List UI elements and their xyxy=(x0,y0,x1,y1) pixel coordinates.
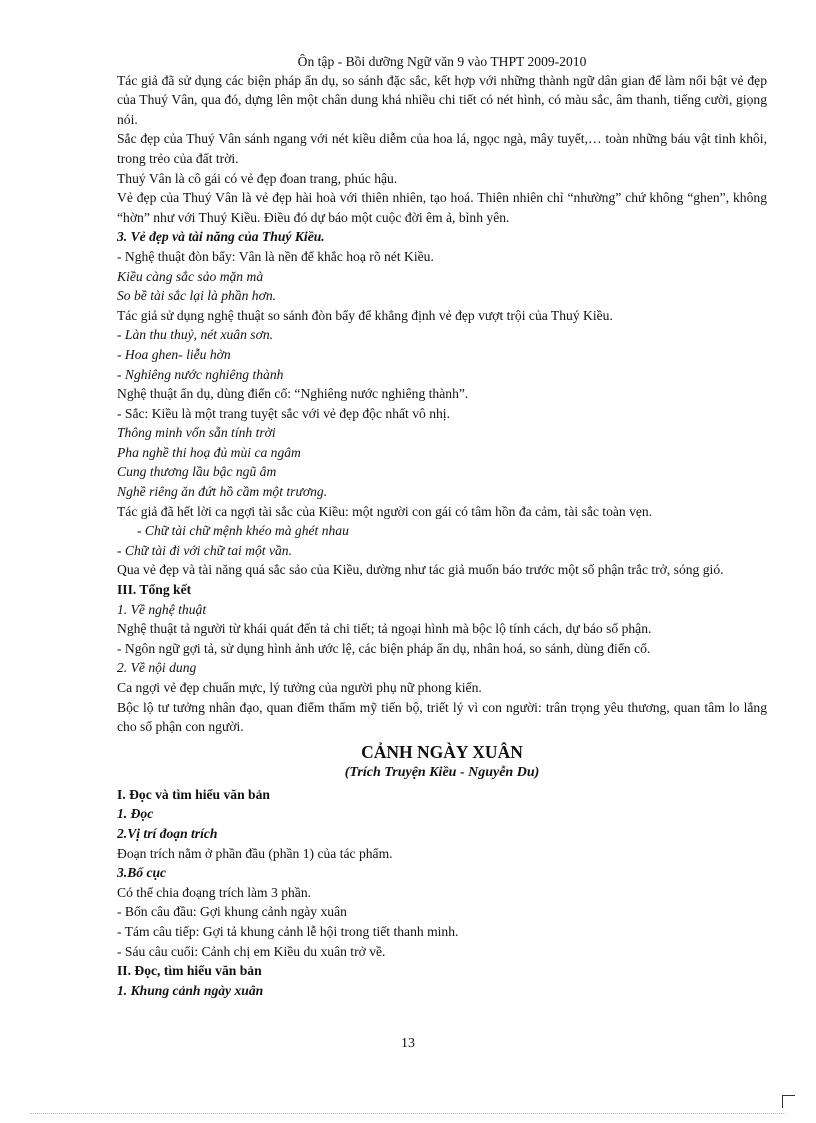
verse-line: Nghề riêng ăn đứt hồ cầm một trương. xyxy=(117,484,328,500)
paragraph: Tác giả đã sử dụng các biện pháp ẩn dụ, so sánh đặc sắc, kết hợp với những thành ngữ dân gian để làm nổi bật vẻ đẹp của Thuý Vân, qua đó, dựng lên một chân dung khá nhiều chi tiết có nét hình, có màu sắc, âm thanh, tiếng cười, giọng nói. xyxy=(117,72,767,127)
section-heading: II. Đọc, tìm hiểu văn bản xyxy=(117,963,262,979)
verse-line: - Hoa ghen- liễu hờn xyxy=(117,346,231,362)
paragraph: - Sáu câu cuối: Cảnh chị em Kiều du xuân trở về. xyxy=(117,943,386,959)
verse-line: - Nghiêng nước nghiêng thành xyxy=(117,366,284,382)
section-heading: III. Tổng kết xyxy=(117,582,192,598)
paragraph: - Bốn câu đầu: Gợi khung cảnh ngày xuân xyxy=(117,904,347,920)
verse-line: - Chữ tài chữ mệnh khéo mà ghét nhau xyxy=(137,523,349,539)
crop-mark xyxy=(782,1095,795,1108)
verse-line: Cung thương lầu bậc ngũ âm xyxy=(117,464,277,480)
paragraph: Ca ngợi vẻ đẹp chuẩn mực, lý tưởng của người phụ nữ phong kiến. xyxy=(117,680,482,695)
paragraph: Tác giả sử dụng nghệ thuật so sánh đòn bẩy để khẳng định vẻ đẹp vượt trội của Thuý Kiều. xyxy=(117,307,613,323)
subsection-heading: 2.Vị trí đoạn trích xyxy=(117,825,218,841)
paragraph: - Nghệ thuật đòn bẩy: Vân là nền để khắc hoạ rõ nét Kiều. xyxy=(117,248,434,264)
page-bottom-divider xyxy=(30,1113,786,1114)
paragraph: Có thể chia đoạng trích làm 3 phần. xyxy=(117,884,312,900)
paragraph: - Tám câu tiếp: Gợi tả khung cảnh lễ hội trong tiết thanh minh. xyxy=(117,923,459,939)
verse-line: Pha nghề thi hoạ đủ mùi ca ngâm xyxy=(117,444,301,460)
section-heading: 3. Vẻ đẹp và tài năng của Thuý Kiều. xyxy=(117,229,325,245)
subsection-heading: 2. Về nội dung xyxy=(117,660,197,676)
paragraph: Nghệ thuật tả người từ khái quát đến tả chi tiết; tả ngoại hình mà bộc lộ tính cách, dự báo số phận. xyxy=(117,621,652,637)
paragraph: - Ngôn ngữ gợi tả, sử dụng hình ảnh ước lệ, các biện pháp ẩn dụ, nhân hoá, so sánh, dùng điển cố. xyxy=(117,640,651,656)
paragraph: Đoạn trích nằm ở phần đầu (phần 1) của tác phẩm. xyxy=(117,845,393,861)
paragraph: Thuý Vân là cô gái có vẻ đẹp đoan trang, phúc hậu. xyxy=(117,170,398,186)
verse-line: Thông minh vốn sẵn tính trời xyxy=(117,425,276,441)
paragraph: Sắc đẹp của Thuý Vân sánh ngang với nét kiều diễm của hoa lá, ngọc ngà, mây tuyết,… toàn những báu vật tinh khôi, trong trẻo của đất trời. xyxy=(117,131,767,166)
subsection-heading: 1. Về nghệ thuật xyxy=(117,601,207,617)
document-page xyxy=(117,52,767,1000)
verse-line: So bề tài sắc lại là phần hơn. xyxy=(117,288,277,304)
verse-line: - Làn thu thuỷ, nét xuân sơn. xyxy=(117,327,274,343)
lesson-title: CẢNH NGÀY XUÂN xyxy=(361,741,523,762)
running-header: Ôn tập - Bồi dưỡng Ngữ văn 9 vào THPT 2009-2010 xyxy=(297,54,587,69)
paragraph: Bộc lộ tư tưởng nhân đạo, quan điểm thẩm mỹ tiến bộ, triết lý vì con người: trân trọng yêu thương, quan tâm lo lắng cho số phận con người. xyxy=(117,699,767,735)
lesson-subtitle: (Trích Truyện Kiều - Nguyễn Du) xyxy=(344,764,540,780)
subsection-heading: 3.Bố cục xyxy=(117,865,167,881)
paragraph: Tác giả đã hết lời ca ngợi tài sắc của Kiều: một người con gái có tâm hồn đa cảm, tài sắc toàn vẹn. xyxy=(117,503,653,519)
paragraph: Nghệ thuật ẩn dụ, dùng điển cố: “Nghiêng nước nghiêng thành”. xyxy=(117,386,469,402)
subsection-heading: 1. Khung cảnh ngày xuân xyxy=(117,982,264,998)
section-heading: I. Đọc và tìm hiểu văn bản xyxy=(117,786,270,802)
paragraph: Qua vẻ đẹp và tài năng quá sắc sảo của Kiều, dường như tác giả muốn báo trước một số phận trắc trở, sóng gió. xyxy=(117,562,724,578)
paragraph: - Sắc: Kiều là một trang tuyệt sắc với vẻ đẹp độc nhất vô nhị. xyxy=(117,405,450,421)
paragraph: Vẻ đẹp của Thuý Vân là vẻ đẹp hài hoà với thiên nhiên, tạo hoá. Thiên nhiên chỉ “nhường” chứ không “ghen”, không “hờn” như với Thuý Kiều. Điều đó dự báo một cuộc đời êm ả, bình yên. xyxy=(117,190,767,225)
page-number: 13 xyxy=(401,1036,415,1051)
verse-line: - Chữ tài đi với chữ tai một vần. xyxy=(117,542,292,558)
verse-line: Kiều càng sắc sảo mặn mà xyxy=(117,268,264,284)
subsection-heading: 1. Đọc xyxy=(117,806,154,822)
